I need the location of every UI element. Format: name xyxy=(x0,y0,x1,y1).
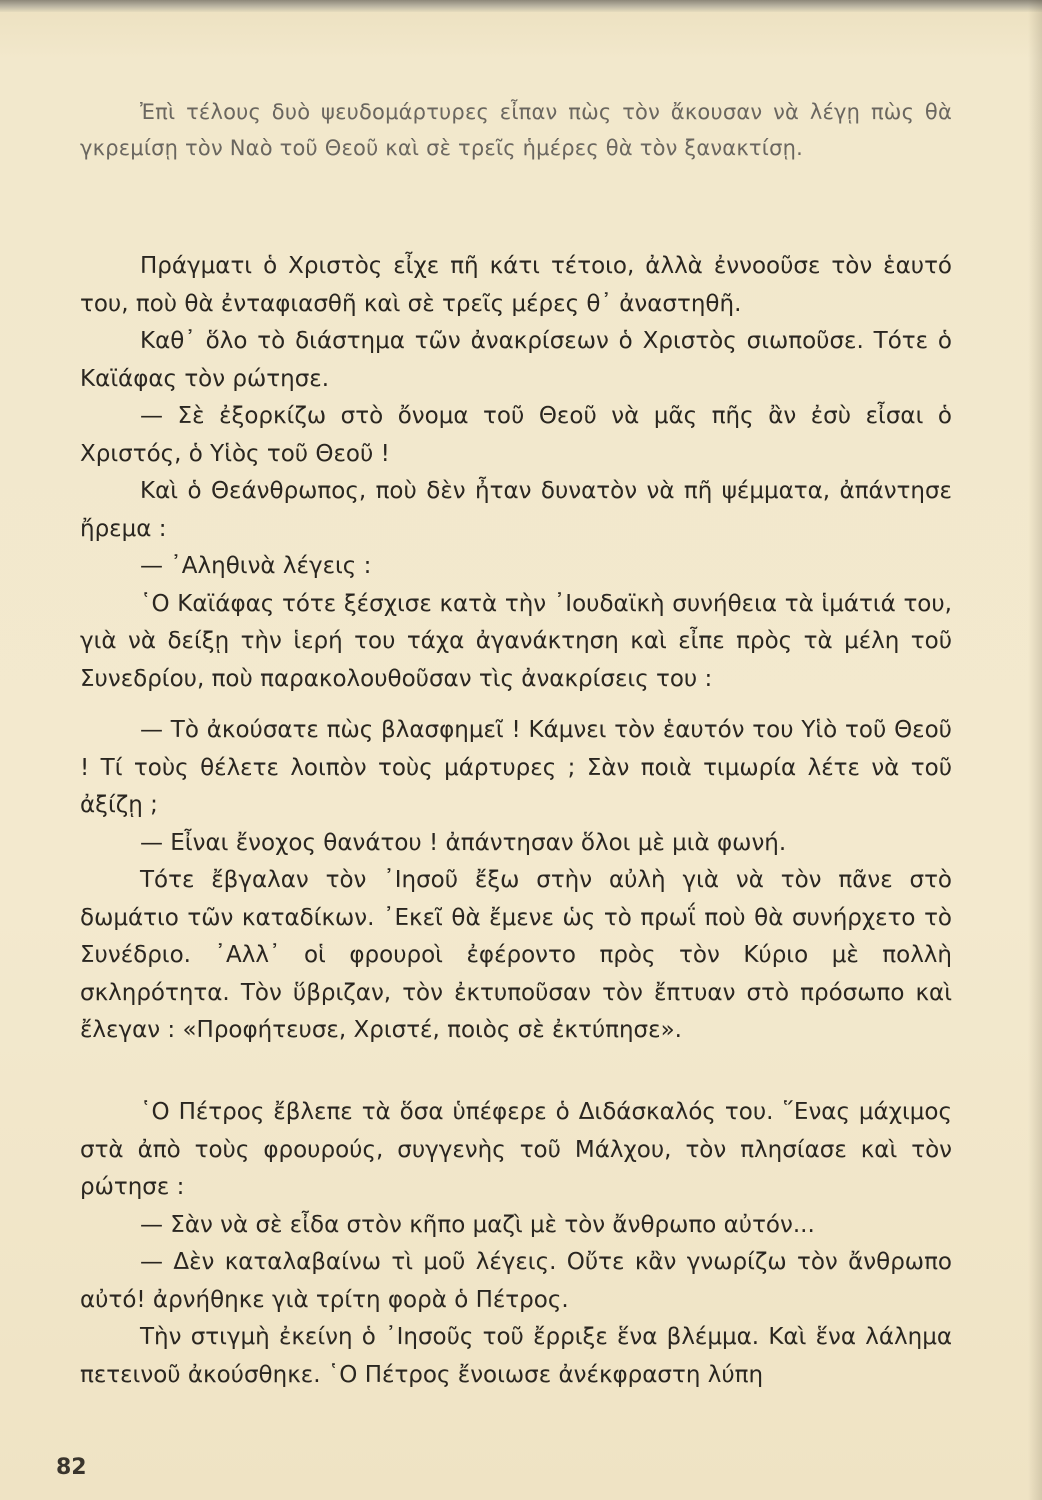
page-top-edge xyxy=(0,0,1042,12)
page-gutter-shadow xyxy=(1028,0,1042,1500)
paragraph: Καθ᾽ ὅλο τὸ διάστημα τῶν ἀνακρίσεων ὁ Χριστὸς σιωποῦσε. Τότε ὁ Καϊάφας τὸν ρώτησε. xyxy=(80,328,952,392)
sanhedrin-verdict-section xyxy=(80,712,952,1050)
paragraph: ῾Ο Πέτρος ἔβλεπε τὰ ὅσα ὑπέφερε ὁ Διδάσκαλός του. ῞Ενας μάχιμος στὰ ἀπὸ τοὺς φρουρούς, συγγενὴς τοῦ Μάλχου, τὸν πλησίασε καὶ τὸν ρώτησε : xyxy=(80,1099,952,1200)
paragraph: — Σὰν νὰ σὲ εἶδα στὸν κῆπο μαζὶ μὲ τὸν ἄνθρωπο αὐτόν... xyxy=(140,1211,815,1238)
paragraph: — ᾽Αληθινὰ λέγεις : xyxy=(140,553,372,579)
paragraph: Ἐπὶ τέλους δυὸ ψευδομάρτυρες εἶπαν πὼς τὸν ἄκουσαν νὰ λέγῃ πὼς θὰ γκρεμίσῃ τὸν Ναὸ τοῦ Θεοῦ καὶ σὲ τρεῖς ἡμέρες θὰ τὸν ξανακτίσῃ. xyxy=(80,100,952,160)
caiaphas-questioning-section xyxy=(80,248,952,698)
paragraph: Καὶ ὁ Θεάνθρωπος, ποὺ δὲν ἦταν δυνατὸν νὰ πῆ ψέμματα, ἀπάντησε ἤρεμα : xyxy=(80,478,952,542)
peter-denial-section xyxy=(80,1094,952,1394)
paragraph: — Σὲ ἐξορκίζω στὸ ὄνομα τοῦ Θεοῦ νὰ μᾶς πῆς ἂν ἐσὺ εἶσαι ὁ Χριστός, ὁ Υἱὸς τοῦ Θεοῦ ! xyxy=(80,403,952,467)
paragraph: Πράγματι ὁ Χριστὸς εἶχε πῆ κάτι τέτοιο, ἀλλὰ ἐννοοῦσε τὸν ἑαυτό του, ποὺ θὰ ἐνταφιασθῆ καὶ σὲ τρεῖς μέρες θ᾽ ἀναστηθῆ. xyxy=(80,253,952,317)
paragraph: — Εἶναι ἔνοχος θανάτου ! ἀπάντησαν ὅλοι μὲ μιὰ φωνή. xyxy=(140,829,787,856)
false-witnesses-paragraph xyxy=(80,94,952,166)
paragraph: ῾Ο Καϊάφας τότε ξέσχισε κατὰ τὴν ᾽Ιουδαϊκὴ συνήθεια τὰ ἱμάτιά του, γιὰ νὰ δείξῃ τὴν ἱερή του τάχα ἀγανάκτηση καὶ εἶπε πρὸς τὰ μέλη τοῦ Συνεδρίου, ποὺ παρακολουθοῦσαν τὶς ἀνακρίσεις του : xyxy=(80,590,952,692)
page-number: 82 xyxy=(56,1455,87,1480)
paragraph: — Τὸ ἀκούσατε πὼς βλασφημεῖ ! Κάμνει τὸν ἑαυτόν του Υἱὸ τοῦ Θεοῦ ! Τί τοὺς θέλετε λοιπὸν τοὺς μάρτυρες ; Σὰν ποιὰ τιμωρία λέτε νὰ τοῦ ἀξίζῃ ; xyxy=(80,717,952,818)
paragraph: Τότε ἔβγαλαν τὸν ᾽Ιησοῦ ἔξω στὴν αὐλὴ γιὰ νὰ τὸν πᾶνε στὸ δωμάτιο τῶν καταδίκων. ᾽Εκεῖ θὰ ἔμενε ὡς τὸ πρωΐ ποὺ θὰ συνήρχετο τὸ Συνέδριο. ᾽Αλλ᾽ οἱ φρουροὶ ἐφέροντο πρὸς τὸν Κύριο μὲ πολλὴ σκληρότητα. Τὸν ὕβριζαν, τὸν ἐκτυποῦσαν τὸν ἔπτυαν στὸ πρόσωπο καὶ ἔλεγαν : «Προφήτευσε, Χριστέ, ποιὸς σὲ ἐκτύπησε». xyxy=(80,867,952,1043)
paragraph: — Δὲν καταλαβαίνω τὶ μοῦ λέγεις. Οὔτε κἂν γνωρίζω τὸν ἄνθρωπο αὐτό! ἀρνήθηκε γιὰ τρίτη φορὰ ὁ Πέτρος. xyxy=(80,1249,952,1313)
paragraph: Τὴν στιγμὴ ἐκείνη ὁ ᾽Ιησοῦς τοῦ ἔρριξε ἕνα βλέμμα. Καὶ ἕνα λάλημα πετεινοῦ ἀκούσθηκε. ῾Ο Πέτρος ἔνοιωσε ἀνέκφραστη λύπη xyxy=(80,1324,952,1388)
